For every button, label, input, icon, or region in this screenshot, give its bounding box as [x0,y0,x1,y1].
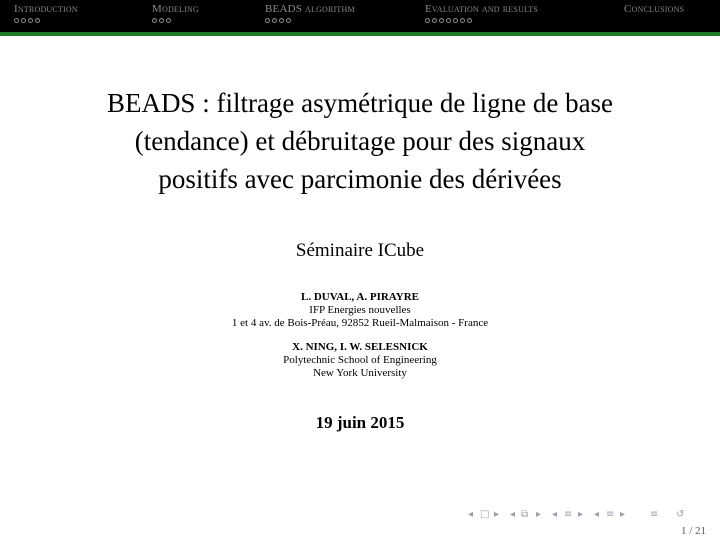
slide-subtitle: Séminaire ICube [295,240,425,261]
slide-dot[interactable] [14,18,19,23]
prev-section-icon[interactable]: ◂ [552,509,558,520]
page-number: 1 / 21 [680,525,706,537]
slide-dot[interactable] [35,18,40,23]
frame-icon[interactable]: □ [480,509,490,520]
nav-section-label: BEADS algorithm [265,3,355,15]
slide-dot[interactable] [28,18,33,23]
nav-section-conclusions[interactable] [624,3,684,31]
prev-appendix-icon[interactable]: ◂ [594,509,600,520]
section-progress-dots [152,18,199,23]
slide-dot[interactable] [166,18,171,23]
author-affiliation: Polytechnic School of Engineering [283,354,437,366]
author-address: 1 et 4 av. de Bois-Préau, 92852 Rueil-Malmaison - France [231,317,489,329]
title-line-1: BEADS : filtrage asymétrique de ligne de base [106,88,614,118]
author-names: X. NING, I. W. SELESNICK [292,341,428,353]
slide-dot[interactable] [152,18,157,23]
prev-frame-icon[interactable]: ◂ [468,509,474,520]
appendix-icon[interactable]: ≡ [606,509,615,520]
nav-section-beads-algorithm[interactable] [265,3,355,31]
align-icon[interactable]: ≡ [650,509,659,520]
slide-dot[interactable] [286,18,291,23]
author-affiliation: IFP Energies nouvelles [309,304,411,316]
prev-subsection-icon[interactable]: ◂ [510,509,516,520]
next-section-icon[interactable]: ▸ [578,509,584,520]
slide-dot[interactable] [265,18,270,23]
title-line-2: (tendance) et débruitage pour des signaux [134,126,586,156]
slide-dot[interactable] [159,18,164,23]
slide-dot[interactable] [453,18,458,23]
slide-dot[interactable] [439,18,444,23]
slide-dot[interactable] [21,18,26,23]
accent-divider [0,32,720,36]
section-progress-dots [425,18,538,23]
nav-section-label: Conclusions [624,3,685,15]
author-address: New York University [313,367,407,379]
nav-section-label: Introduction [14,3,78,15]
slide-dot[interactable] [432,18,437,23]
slide-title [40,84,680,198]
subsection-icon[interactable]: ⧉ [521,509,529,520]
slide-dot[interactable] [425,18,430,23]
author-group-nyu [0,341,720,380]
presentation-date: 19 juin 2015 [315,413,405,432]
author-names: L. DUVAL, A. PIRAYRE [301,291,419,303]
slide-dot[interactable] [467,18,472,23]
search-back-icon[interactable]: ↺ [676,509,685,520]
nav-section-evaluation[interactable] [425,3,538,31]
next-appendix-icon[interactable]: ▸ [620,509,626,520]
slide-dot[interactable] [272,18,277,23]
title-line-3: positifs avec parcimonie des dérivées [158,164,562,194]
slide-dot[interactable] [446,18,451,23]
nav-section-label: Evaluation and results [425,3,539,15]
author-group-ifpen [0,291,720,330]
section-icon[interactable]: ≡ [564,509,573,520]
nav-section-label: Modeling [152,3,199,15]
nav-section-introduction[interactable] [14,3,78,31]
section-progress-dots [265,18,355,23]
next-subsection-icon[interactable]: ▸ [536,509,542,520]
top-navigation-bar [0,0,720,32]
nav-section-modeling[interactable] [152,3,199,31]
section-progress-dots [14,18,78,23]
next-frame-icon[interactable]: ▸ [494,509,500,520]
beamer-navigation-controls [468,509,708,523]
slide-dot[interactable] [460,18,465,23]
slide-dot[interactable] [279,18,284,23]
